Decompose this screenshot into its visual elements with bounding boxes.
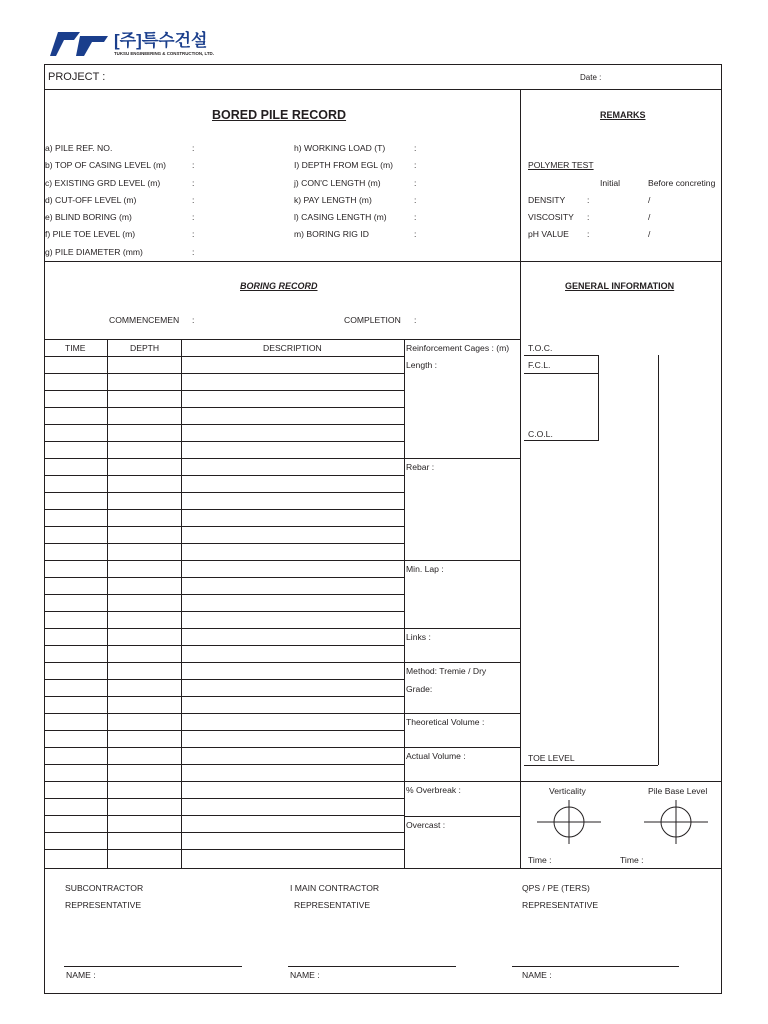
main-contractor-rep-label: REPRESENTATIVE	[294, 900, 371, 910]
field-blind-boring: e) BLIND BORING (m)	[45, 212, 132, 222]
description-column-line	[404, 339, 405, 868]
boring-table-row-line	[44, 594, 404, 595]
signature-name-main: NAME :	[290, 970, 320, 980]
polymer-before-label: Before concreting	[648, 178, 716, 188]
boring-table-row-line	[44, 747, 404, 748]
boring-table-row-line	[44, 713, 404, 714]
completion-label: COMPLETION	[344, 315, 401, 325]
boring-table-row-line	[44, 577, 404, 578]
field-pay-length: k) PAY LENGTH (m)	[294, 195, 372, 205]
boring-table-row-line	[44, 764, 404, 765]
field-pile-toe: f) PILE TOE LEVEL (m)	[45, 229, 136, 239]
cages-method: Method: Tremie / Dry	[406, 666, 487, 676]
colon: :	[192, 247, 195, 257]
cages-line	[404, 458, 520, 459]
boring-table-row-line	[44, 543, 404, 544]
cages-line	[404, 662, 520, 663]
boring-table-row-line	[44, 832, 404, 833]
pile-diagram-casing	[598, 355, 599, 441]
colon: :	[414, 315, 417, 325]
commencement-label: COMMENCEMEN	[109, 315, 180, 325]
main-contractor-label: I MAIN CONTRACTOR	[290, 883, 380, 893]
general-info-title: GENERAL INFORMATION	[565, 281, 675, 291]
company-logo	[50, 32, 110, 56]
subcontractor-label: SUBCONTRACTOR	[65, 883, 144, 893]
verticality-crosshair-icon	[537, 800, 601, 844]
company-name-korean: [주]특수건설	[114, 31, 208, 50]
colon: :	[587, 212, 590, 222]
boring-table-row-line	[44, 492, 404, 493]
field-conc-length: j) CON'C LENGTH (m)	[294, 178, 381, 188]
boring-table-row-line	[44, 390, 404, 391]
boring-table-row-line	[44, 458, 404, 459]
boring-table-row-line	[44, 815, 404, 816]
header-divider	[44, 89, 722, 90]
boring-table-row-line	[44, 509, 404, 510]
boring-table-row-line	[44, 611, 404, 612]
cages-overcast: Overcast :	[406, 820, 446, 830]
colon: :	[414, 143, 417, 153]
field-pile-ref: a) PILE REF. NO.	[45, 143, 113, 153]
cages-line	[404, 781, 520, 782]
toe-level-label: TOE LEVEL	[528, 753, 575, 763]
cages-rebar: Rebar :	[406, 462, 435, 472]
colon: :	[414, 212, 417, 222]
signature-name-qps: NAME :	[522, 970, 552, 980]
cages-header: Reinforcement Cages : (m)	[406, 343, 510, 353]
field-depth-egl: I) DEPTH FROM EGL (m)	[294, 160, 393, 170]
colon: :	[192, 160, 195, 170]
colon: :	[414, 160, 417, 170]
boring-table-row-line	[44, 424, 404, 425]
signature-name-sub: NAME :	[66, 970, 96, 980]
qps-rep-label: REPRESENTATIVE	[522, 900, 599, 910]
toc-label: T.O.C.	[528, 343, 553, 353]
fcl-label: F.C.L.	[528, 360, 551, 370]
colon: :	[192, 212, 195, 222]
cages-min-lap: Min. Lap :	[406, 564, 444, 574]
cages-overbreak: % Overbreak :	[406, 785, 461, 795]
field-casing-length: l) CASING LENGTH (m)	[294, 212, 387, 222]
boring-table-row-line	[44, 407, 404, 408]
boring-table-row-line	[44, 696, 404, 697]
depth-column-line	[181, 339, 182, 868]
signature-divider	[44, 868, 722, 869]
slash: /	[648, 229, 651, 239]
pile-diagram-toe	[524, 765, 658, 766]
colon: :	[414, 195, 417, 205]
col-header-time: TIME	[65, 343, 86, 353]
boring-table-row-line	[44, 645, 404, 646]
cages-line	[404, 628, 520, 629]
polymer-viscosity: VISCOSITY	[528, 212, 574, 222]
polymer-test-title: POLYMER TEST	[528, 160, 594, 170]
slash: /	[648, 195, 651, 205]
colon: :	[414, 178, 417, 188]
main-column-divider	[520, 89, 521, 868]
cages-length: Length :	[406, 360, 438, 370]
cages-grade: Grade:	[406, 684, 433, 694]
boring-record-title: BORING RECORD	[240, 281, 318, 291]
boring-table-row-line	[44, 730, 404, 731]
pile-diagram-top	[524, 355, 598, 356]
boring-table-row-line	[44, 526, 404, 527]
colon: :	[587, 229, 590, 239]
remarks-title: REMARKS	[600, 110, 646, 120]
signature-line-sub	[64, 966, 242, 967]
slash: /	[648, 212, 651, 222]
cages-line	[404, 747, 520, 748]
company-name-english: TUKSU ENGINEERING & CONSTRUCTION, LTD.	[114, 51, 214, 56]
colon: :	[192, 143, 195, 153]
colon: :	[192, 178, 195, 188]
verticality-label: Verticality	[549, 786, 586, 796]
colon: :	[192, 315, 195, 325]
col-header-depth: DEPTH	[130, 343, 160, 353]
cages-line	[404, 560, 520, 561]
pile-diagram-shaft	[658, 355, 659, 765]
verticality-time-label: Time :	[528, 855, 552, 865]
pile-base-level-label: Pile Base Level	[648, 786, 708, 796]
field-boring-rig: m) BORING RIG ID	[294, 229, 369, 239]
boring-table-row-line	[44, 441, 404, 442]
boring-table-row-line	[44, 781, 404, 782]
field-pile-diameter: g) PILE DIAMETER (mm)	[45, 247, 143, 257]
polymer-initial-label: Initial	[600, 178, 621, 188]
field-working-load: h) WORKING LOAD (T)	[294, 143, 386, 153]
cages-actual-volume: Actual Volume :	[406, 751, 466, 761]
pile-diagram-fcl	[524, 373, 598, 374]
field-top-casing: b) TOP OF CASING LEVEL (m)	[45, 160, 166, 170]
boring-table-row-line	[44, 849, 404, 850]
field-existing-grd: c) EXISTING GRD LEVEL (m)	[45, 178, 161, 188]
cages-theoretical-volume: Theoretical Volume :	[406, 717, 485, 727]
cages-line	[404, 713, 520, 714]
colon: :	[192, 195, 195, 205]
general-info-divider	[520, 781, 722, 782]
pile-base-crosshair-icon	[644, 800, 708, 844]
boring-table-row-line	[44, 356, 404, 357]
boring-table-row-line	[44, 662, 404, 663]
signature-line-main	[288, 966, 456, 967]
boring-table-row-line	[44, 373, 404, 374]
pile-diagram-col	[524, 440, 598, 441]
field-cut-off: d) CUT-OFF LEVEL (m)	[45, 195, 137, 205]
record-title: BORED PILE RECORD	[212, 108, 347, 122]
polymer-density: DENSITY	[528, 195, 566, 205]
boring-table-top	[44, 339, 520, 340]
section-divider	[44, 261, 722, 262]
cages-line	[404, 816, 520, 817]
time-column-line	[107, 339, 108, 868]
boring-table-row-line	[44, 679, 404, 680]
signature-line-qps	[512, 966, 679, 967]
polymer-ph: pH VALUE	[528, 229, 569, 239]
boring-table-row-line	[44, 628, 404, 629]
pile-base-time-label: Time :	[620, 855, 644, 865]
qps-label: QPS / PE (TERS)	[522, 883, 590, 893]
boring-table-row-line	[44, 475, 404, 476]
project-label: PROJECT :	[48, 71, 106, 83]
col-label: C.O.L.	[528, 429, 553, 439]
colon: :	[587, 195, 590, 205]
subcontractor-rep-label: REPRESENTATIVE	[65, 900, 142, 910]
colon: :	[192, 229, 195, 239]
boring-table-row-line	[44, 798, 404, 799]
colon: :	[414, 229, 417, 239]
cages-links: Links :	[406, 632, 431, 642]
col-header-description: DESCRIPTION	[263, 343, 322, 353]
boring-table-row-line	[44, 560, 404, 561]
date-label: Date :	[580, 73, 602, 82]
